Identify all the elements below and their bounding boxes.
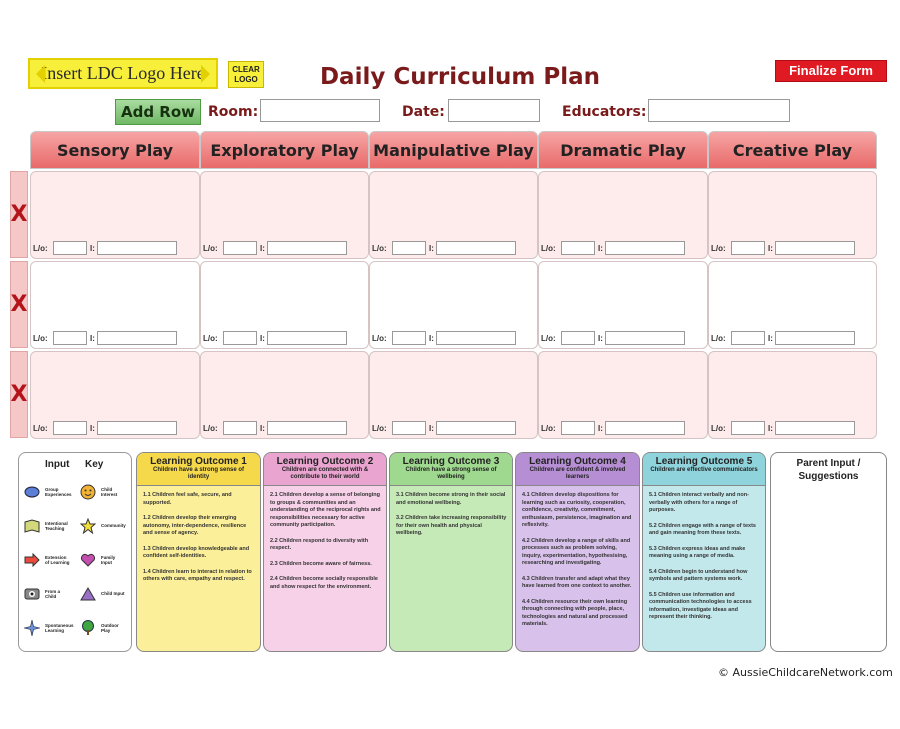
lo-label: L/o: (711, 424, 726, 433)
key-item (23, 551, 71, 569)
learning-outcome-2-panel (263, 452, 387, 652)
i-input[interactable] (436, 241, 516, 255)
key-label: Community (101, 523, 126, 529)
parent-input-panel[interactable] (770, 452, 887, 652)
learning-outcome-header (516, 453, 639, 486)
column-header-sensory: Sensory Play (30, 131, 200, 169)
key-label: Group Experiences (45, 486, 72, 497)
input-key-heading-input: Input (45, 459, 70, 470)
lo-input[interactable] (731, 421, 765, 435)
i-input[interactable] (775, 331, 855, 345)
learning-outcome-subtitle: Children have a strong sense of wellbeing (405, 467, 497, 480)
plan-cell[interactable] (200, 171, 369, 259)
i-input[interactable] (605, 241, 685, 255)
logo-placeholder[interactable] (28, 58, 218, 89)
key-label: Outdoor Play (101, 622, 119, 633)
room-label: Room: (208, 104, 259, 120)
key-item (79, 483, 127, 501)
learning-outcome-header (643, 453, 765, 486)
i-label: I: (429, 424, 434, 433)
educators-input[interactable] (648, 99, 790, 122)
learning-outcome-item: 5.3 Children express ideas and make meaning using a range of media. (649, 545, 746, 559)
lo-label: L/o: (33, 334, 48, 343)
lo-input[interactable] (561, 421, 595, 435)
logo-placeholder-text: Insert LDC Logo Here (41, 63, 205, 83)
column-header-manipulative: Manipulative Play (369, 131, 538, 169)
lo-input[interactable] (53, 241, 87, 255)
key-item (23, 619, 74, 637)
key-item (79, 619, 127, 637)
input-key-heading-key: Key (85, 459, 104, 470)
lo-label: L/o: (541, 334, 556, 343)
learning-outcome-title: Learning Outcome 5 (655, 456, 753, 467)
lo-label: L/o: (33, 244, 48, 253)
group-icon (23, 483, 41, 501)
key-item (23, 517, 71, 535)
key-label: Child Interest (101, 486, 118, 497)
key-label: Family Input (101, 554, 116, 565)
learning-outcome-item: 4.2 Children develop a range of skills and processes such as problem solving, inquiry, experimentation, hypothesising, researching and investigating. (522, 537, 631, 566)
learning-outcome-header (390, 453, 512, 486)
lo-label: L/o: (203, 424, 218, 433)
i-label: I: (768, 244, 773, 253)
key-item (79, 517, 127, 535)
lo-input[interactable] (392, 331, 426, 345)
i-label: I: (429, 244, 434, 253)
learning-outcome-item: 4.4 Children resource their own learning through connecting with people, place, technologies and natural and processed materials. (522, 598, 628, 627)
learning-outcome-item: 4.3 Children transfer and adapt what they have learned from one context to another. (522, 575, 632, 589)
i-label: I: (768, 334, 773, 343)
lo-label: L/o: (372, 424, 387, 433)
date-label: Date: (402, 104, 445, 120)
key-item (79, 585, 127, 603)
add-row-button[interactable]: Add Row (115, 99, 201, 125)
page-title: Daily Curriculum Plan (319, 64, 601, 90)
book-icon (23, 517, 41, 535)
plan-cell[interactable] (369, 351, 538, 439)
i-input[interactable] (436, 421, 516, 435)
learning-outcome-item: 2.3 Children become aware of fairness. (270, 560, 372, 567)
arrow-icon (23, 551, 41, 569)
plan-cell[interactable] (538, 261, 708, 349)
key-label: From a Child (45, 588, 61, 599)
i-input[interactable] (267, 241, 347, 255)
learning-outcome-item: 1.4 Children learn to interact in relation to others with care, empathy and respect. (143, 568, 252, 582)
key-label: Spontaneous Learning (45, 622, 74, 633)
lo-input[interactable] (53, 421, 87, 435)
input-key-panel (18, 452, 132, 652)
lo-input[interactable] (223, 421, 257, 435)
plan-cell[interactable] (30, 261, 200, 349)
learning-outcome-item: 2.2 Children respond to diversity with respect. (270, 537, 369, 551)
lo-label: L/o: (711, 334, 726, 343)
i-input[interactable] (775, 241, 855, 255)
lo-label: L/o: (372, 334, 387, 343)
i-label: I: (429, 334, 434, 343)
i-input[interactable] (605, 421, 685, 435)
lo-label: L/o: (711, 244, 726, 253)
lo-input[interactable] (223, 331, 257, 345)
i-label: I: (598, 244, 603, 253)
learning-outcome-subtitle: Children are confident & involved learners (529, 467, 626, 480)
date-input[interactable] (448, 99, 540, 122)
plan-cell[interactable] (708, 171, 877, 259)
arrow-right-icon (201, 65, 210, 83)
parent-input-title: Parent Input / Suggestions (796, 458, 861, 482)
learning-outcome-subtitle: Children are effective communicators (650, 467, 758, 473)
plan-cell[interactable] (369, 171, 538, 259)
learning-outcome-title: Learning Outcome 3 (402, 456, 500, 467)
learning-outcome-item: 2.1 Children develop a sense of belonging to groups & communities and an understanding of the reciprocal rights and responsibilities necessary for active community participation. (270, 492, 381, 528)
eye-icon (23, 585, 41, 603)
i-label: I: (598, 334, 603, 343)
arrow-left-icon (36, 65, 45, 83)
plan-cell[interactable] (538, 171, 708, 259)
lo-input[interactable] (392, 421, 426, 435)
learning-outcome-item: 4.1 Children develop dispositions for learning such as curiosity, cooperation, confidence, creativity, commitment, enthusiasm, persistence, imagination and reflexivity. (522, 492, 632, 528)
learning-outcome-5-panel (642, 452, 766, 652)
plan-cell[interactable] (30, 171, 200, 259)
i-input[interactable] (97, 331, 177, 345)
learning-outcome-item: 5.2 Children engage with a range of texts and gain meaning from these texts. (649, 522, 756, 536)
tree-icon (79, 619, 97, 637)
delete-row-button[interactable]: X (10, 261, 28, 348)
learning-outcome-header (264, 453, 386, 486)
learning-outcome-subtitle: Children are connected with & contribute to their world (281, 467, 369, 480)
learning-outcome-title: Learning Outcome 4 (529, 456, 626, 467)
educators-label: Educators: (562, 104, 647, 120)
i-label: I: (260, 334, 265, 343)
lo-input[interactable] (223, 241, 257, 255)
i-label: I: (260, 244, 265, 253)
i-input[interactable] (267, 421, 347, 435)
clear-logo-button[interactable]: CLEAR LOGO (228, 61, 264, 88)
plan-cell[interactable] (200, 261, 369, 349)
finalize-form-button[interactable]: Finalize Form (775, 60, 887, 82)
lo-input[interactable] (561, 331, 595, 345)
i-label: I: (598, 424, 603, 433)
lo-input[interactable] (53, 331, 87, 345)
learning-outcome-item: 5.5 Children use information and communication technologies to access information, investigate ideas and represent their thinking. (649, 591, 752, 620)
i-label: I: (90, 424, 95, 433)
i-input[interactable] (436, 331, 516, 345)
learning-outcome-item: 2.4 Children become socially responsible and show respect for the environment. (270, 576, 378, 590)
i-input[interactable] (605, 331, 685, 345)
i-input[interactable] (775, 421, 855, 435)
plan-cell[interactable] (708, 351, 877, 439)
learning-outcome-title: Learning Outcome 2 (276, 456, 374, 467)
learning-outcome-item: 5.4 Children begin to understand how symbols and pattern systems work. (649, 568, 748, 582)
learning-outcome-subtitle: Children have a strong sense of identity (152, 467, 245, 480)
delete-row-button[interactable]: X (10, 351, 28, 438)
plan-cell[interactable] (30, 351, 200, 439)
learning-outcome-item: 1.1 Children feel safe, secure, and supported. (143, 492, 232, 506)
i-input[interactable] (97, 241, 177, 255)
triangle-icon (79, 585, 97, 603)
lo-input[interactable] (731, 241, 765, 255)
i-label: I: (90, 334, 95, 343)
i-input[interactable] (267, 331, 347, 345)
smiley-icon (79, 483, 97, 501)
learning-outcome-3-panel (389, 452, 513, 652)
learning-outcome-item: 5.1 Children interact verbally and non-verbally with others for a range of purposes. (649, 492, 749, 513)
lo-input[interactable] (561, 241, 595, 255)
i-label: I: (260, 424, 265, 433)
lo-input[interactable] (392, 241, 426, 255)
learning-outcome-item: 3.1 Children become strong in their social and emotional wellbeing. (396, 492, 506, 506)
learning-outcome-4-panel (515, 452, 640, 652)
heart-icon (79, 551, 97, 569)
column-header-creative: Creative Play (708, 131, 877, 169)
learning-outcome-item: 3.2 Children take increasing responsibility for their own health and physical wellbeing. (396, 515, 507, 536)
i-input[interactable] (97, 421, 177, 435)
learning-outcome-header (137, 453, 260, 486)
copyright-text: © AussieChildcareNetwork.com (718, 666, 893, 679)
lo-label: L/o: (33, 424, 48, 433)
key-item (79, 551, 127, 569)
plan-cell[interactable] (708, 261, 877, 349)
lo-label: L/o: (203, 244, 218, 253)
lo-label: L/o: (541, 244, 556, 253)
lo-label: L/o: (203, 334, 218, 343)
lo-input[interactable] (731, 331, 765, 345)
learning-outcome-title: Learning Outcome 1 (150, 456, 247, 467)
key-label: Intentional Teaching (45, 520, 68, 531)
key-label: Extension of Learning (45, 554, 70, 565)
key-item (23, 483, 71, 501)
sparkle-icon (23, 619, 41, 637)
learning-outcome-item: 1.2 Children develop their emerging autonomy, inter-dependence, resilience and sense of agency. (143, 515, 247, 536)
lo-label: L/o: (541, 424, 556, 433)
plan-cell[interactable] (369, 261, 538, 349)
i-label: I: (90, 244, 95, 253)
column-header-dramatic: Dramatic Play (538, 131, 708, 169)
star-icon (79, 517, 97, 535)
key-label: Child Input (101, 591, 125, 597)
lo-label: L/o: (372, 244, 387, 253)
plan-cell[interactable] (200, 351, 369, 439)
column-header-exploratory: Exploratory Play (200, 131, 369, 169)
key-item (23, 585, 71, 603)
room-input[interactable] (260, 99, 380, 122)
learning-outcome-1-panel (136, 452, 261, 652)
plan-cell[interactable] (538, 351, 708, 439)
i-label: I: (768, 424, 773, 433)
delete-row-button[interactable]: X (10, 171, 28, 258)
learning-outcome-item: 1.3 Children develop knowledgeable and confident self-identities. (143, 545, 250, 559)
